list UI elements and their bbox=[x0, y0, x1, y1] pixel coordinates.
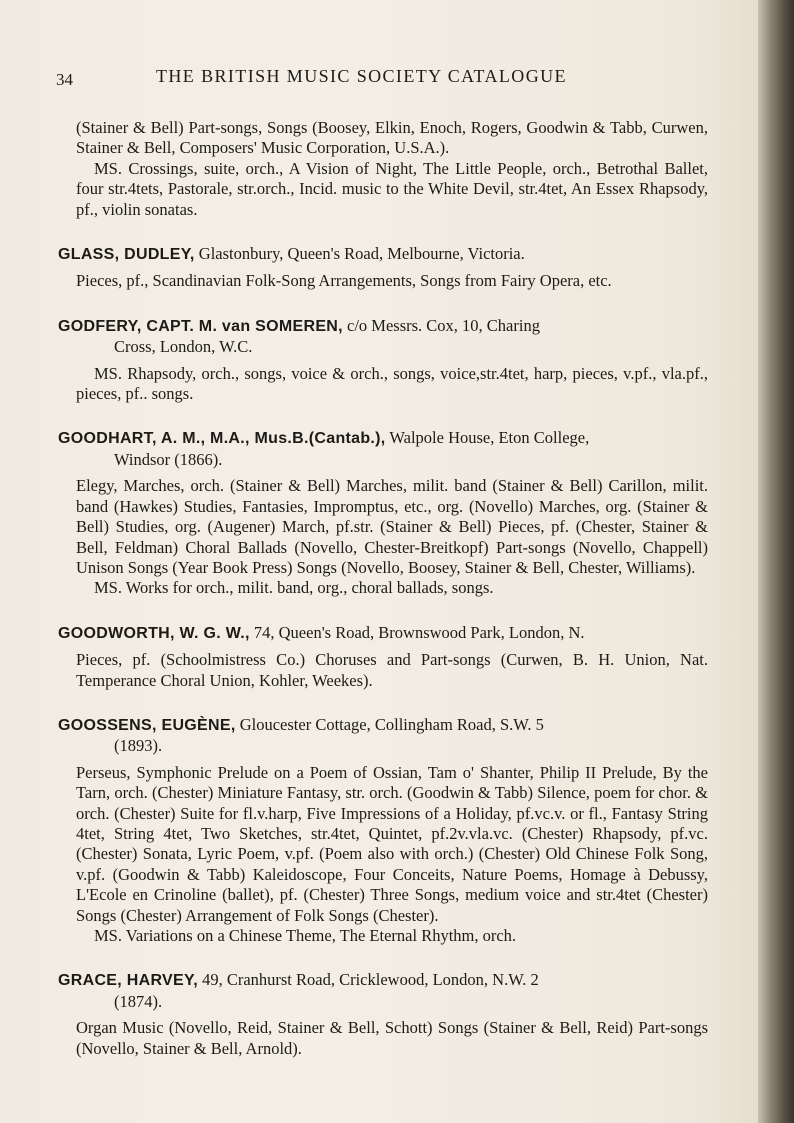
composer-address-continued: (1874). bbox=[114, 991, 163, 1011]
entry-works: Elegy, Marches, orch. (Stainer & Bell) Marches, milit. band (Stainer & Bell) Carillon, milit. band (Hawkes) Studies, Fantasies, Impromptus, etc., org. (Novello) Marches, org. (Stainer & Bell) Studies, org. (Augener) March, pf.str. (Stainer & Bell) Pieces, pf. (Chester, Stainer & Bell, Feldman) Choral Ballads (Novello, Chester-Breitkopf) Part-songs (Novello, Chappell) Unison Songs (Year Book Press) Songs (Novello, Boosey, Stainer & Bell, Chester, Williams). bbox=[76, 476, 708, 577]
composer-address: Gloucester Cottage, Collingham Road, S.W. 5 bbox=[239, 714, 544, 734]
entry-heading bbox=[58, 244, 708, 265]
composer-name: GOOSSENS, EUGÈNE, bbox=[58, 716, 236, 734]
catalogue-entry bbox=[58, 244, 708, 292]
entry-works: Organ Music (Novello, Reid, Stainer & Bell, Schott) Songs (Stainer & Bell, Reid) Part-songs (Novello, Stainer & Bell, Arnold). bbox=[76, 1018, 708, 1058]
entry-body bbox=[76, 364, 708, 405]
catalogue-entry bbox=[58, 316, 708, 405]
composer-address: 74, Queen's Road, Brownswood Park, London, N. bbox=[253, 622, 585, 642]
composer-name: GOODHART, A. M., M.A., Mus.B.(Cantab.), bbox=[58, 430, 386, 448]
catalogue-content bbox=[58, 118, 708, 1083]
entry-body bbox=[76, 476, 708, 598]
page-header bbox=[56, 62, 716, 92]
entry-ms: MS. Rhapsody, orch., songs, voice & orch., songs, voice,str.4tet, harp, pieces, v.pf., vla.pf., pieces, pf.. songs. bbox=[76, 363, 708, 404]
composer-name: GLASS, DUDLEY, bbox=[58, 246, 195, 264]
entry-ms: MS. Crossings, suite, orch., A Vision of Night, The Little People, orch., Betrothal Ballet, four str.4tets, Pastorale, str.orch., Incid. music to the White Devil, str.4tet, An Essex Rhapsody, pf., violin sonatas. bbox=[76, 158, 708, 219]
entry-body bbox=[76, 763, 708, 947]
entry-ms: MS. Variations on a Chinese Theme, The Eternal Rhythm, orch. bbox=[94, 926, 517, 945]
entry-ms: MS. Works for orch., milit. band, org., choral ballads, songs. bbox=[94, 578, 494, 598]
continued-entry bbox=[76, 118, 708, 220]
composer-address: Glastonbury, Queen's Road, Melbourne, Victoria. bbox=[198, 244, 525, 264]
entry-heading bbox=[58, 428, 708, 470]
entry-body bbox=[76, 271, 708, 291]
entry-works: Perseus, Symphonic Prelude on a Poem of Ossian, Tam o' Shanter, Philip II Prelude, By the Tarn, orch. (Chester) Miniature Fantasy, str. orch. (Goodwin & Tabb) Silence, poem for chor. & orch. (Chester) Suite for fl.v.harp, Five Impressions of a Holiday, pf.vc.v. or fl., Fantasy String 4tet, String 4tet, Two Sketches, str.4tet, Quintet, pf.2v.vla.vc. (Chester) Rhapsody, pf.vc. (Chester) Sonata, Lyric Poem, v.pf. (Poem also with orch.) (Chester) Old Chinese Folk Song, v.pf. (Goodwin & Tabb) Kaleidoscope, Four Conceits, Nature Poems, Homage à Debussy, L'Ecole en Crinoline (ballet), pf. (Chester) Three Songs, medium voice and str.4tet (Chester) Songs (Chester) Arrangement of Folk Songs (Chester). bbox=[76, 762, 708, 925]
entry-body bbox=[76, 1018, 708, 1059]
composer-address: Walpole House, Eton College, bbox=[389, 428, 590, 448]
entry-works: Pieces, pf. (Schoolmistress Co.) Choruses and Part-songs (Curwen, B. H. Union, Nat. Temperance Choral Union, Kohler, Weekes). bbox=[76, 650, 708, 690]
entry-works: (Stainer & Bell) Part-songs, Songs (Boosey, Elkin, Enoch, Rogers, Goodwin & Tabb, Curwen, Stainer & Bell, Composers' Music Corporation, U.S.A.). bbox=[76, 118, 708, 158]
catalogue-entry bbox=[58, 970, 708, 1059]
composer-address-continued: Cross, London, W.C. bbox=[114, 337, 253, 357]
entry-heading bbox=[58, 316, 708, 358]
composer-address-continued: Windsor (1866). bbox=[114, 449, 223, 469]
page-number: 34 bbox=[56, 70, 73, 89]
entry-heading bbox=[58, 623, 708, 644]
entry-heading bbox=[58, 715, 708, 757]
catalogue-entry bbox=[58, 428, 708, 598]
entry-body bbox=[76, 650, 708, 691]
catalogue-entry bbox=[58, 715, 708, 946]
composer-name: GOODWORTH, W. G. W., bbox=[58, 624, 250, 642]
running-title: THE BRITISH MUSIC SOCIETY CATALOGUE bbox=[156, 66, 567, 86]
entry-works: Pieces, pf., Scandinavian Folk-Song Arrangements, Songs from Fairy Opera, etc. bbox=[76, 271, 612, 291]
catalogue-entry bbox=[58, 623, 708, 691]
entry-heading bbox=[58, 970, 708, 1012]
composer-name: GODFERY, CAPT. M. van SOMEREN, bbox=[58, 317, 343, 335]
composer-address-continued: (1893). bbox=[114, 736, 163, 756]
composer-name: GRACE, HARVEY, bbox=[58, 972, 198, 990]
book-spine bbox=[758, 0, 794, 1123]
composer-address: c/o Messrs. Cox, 10, Charing bbox=[347, 315, 540, 335]
composer-address: 49, Cranhurst Road, Cricklewood, London, N.W. 2 bbox=[202, 970, 539, 990]
